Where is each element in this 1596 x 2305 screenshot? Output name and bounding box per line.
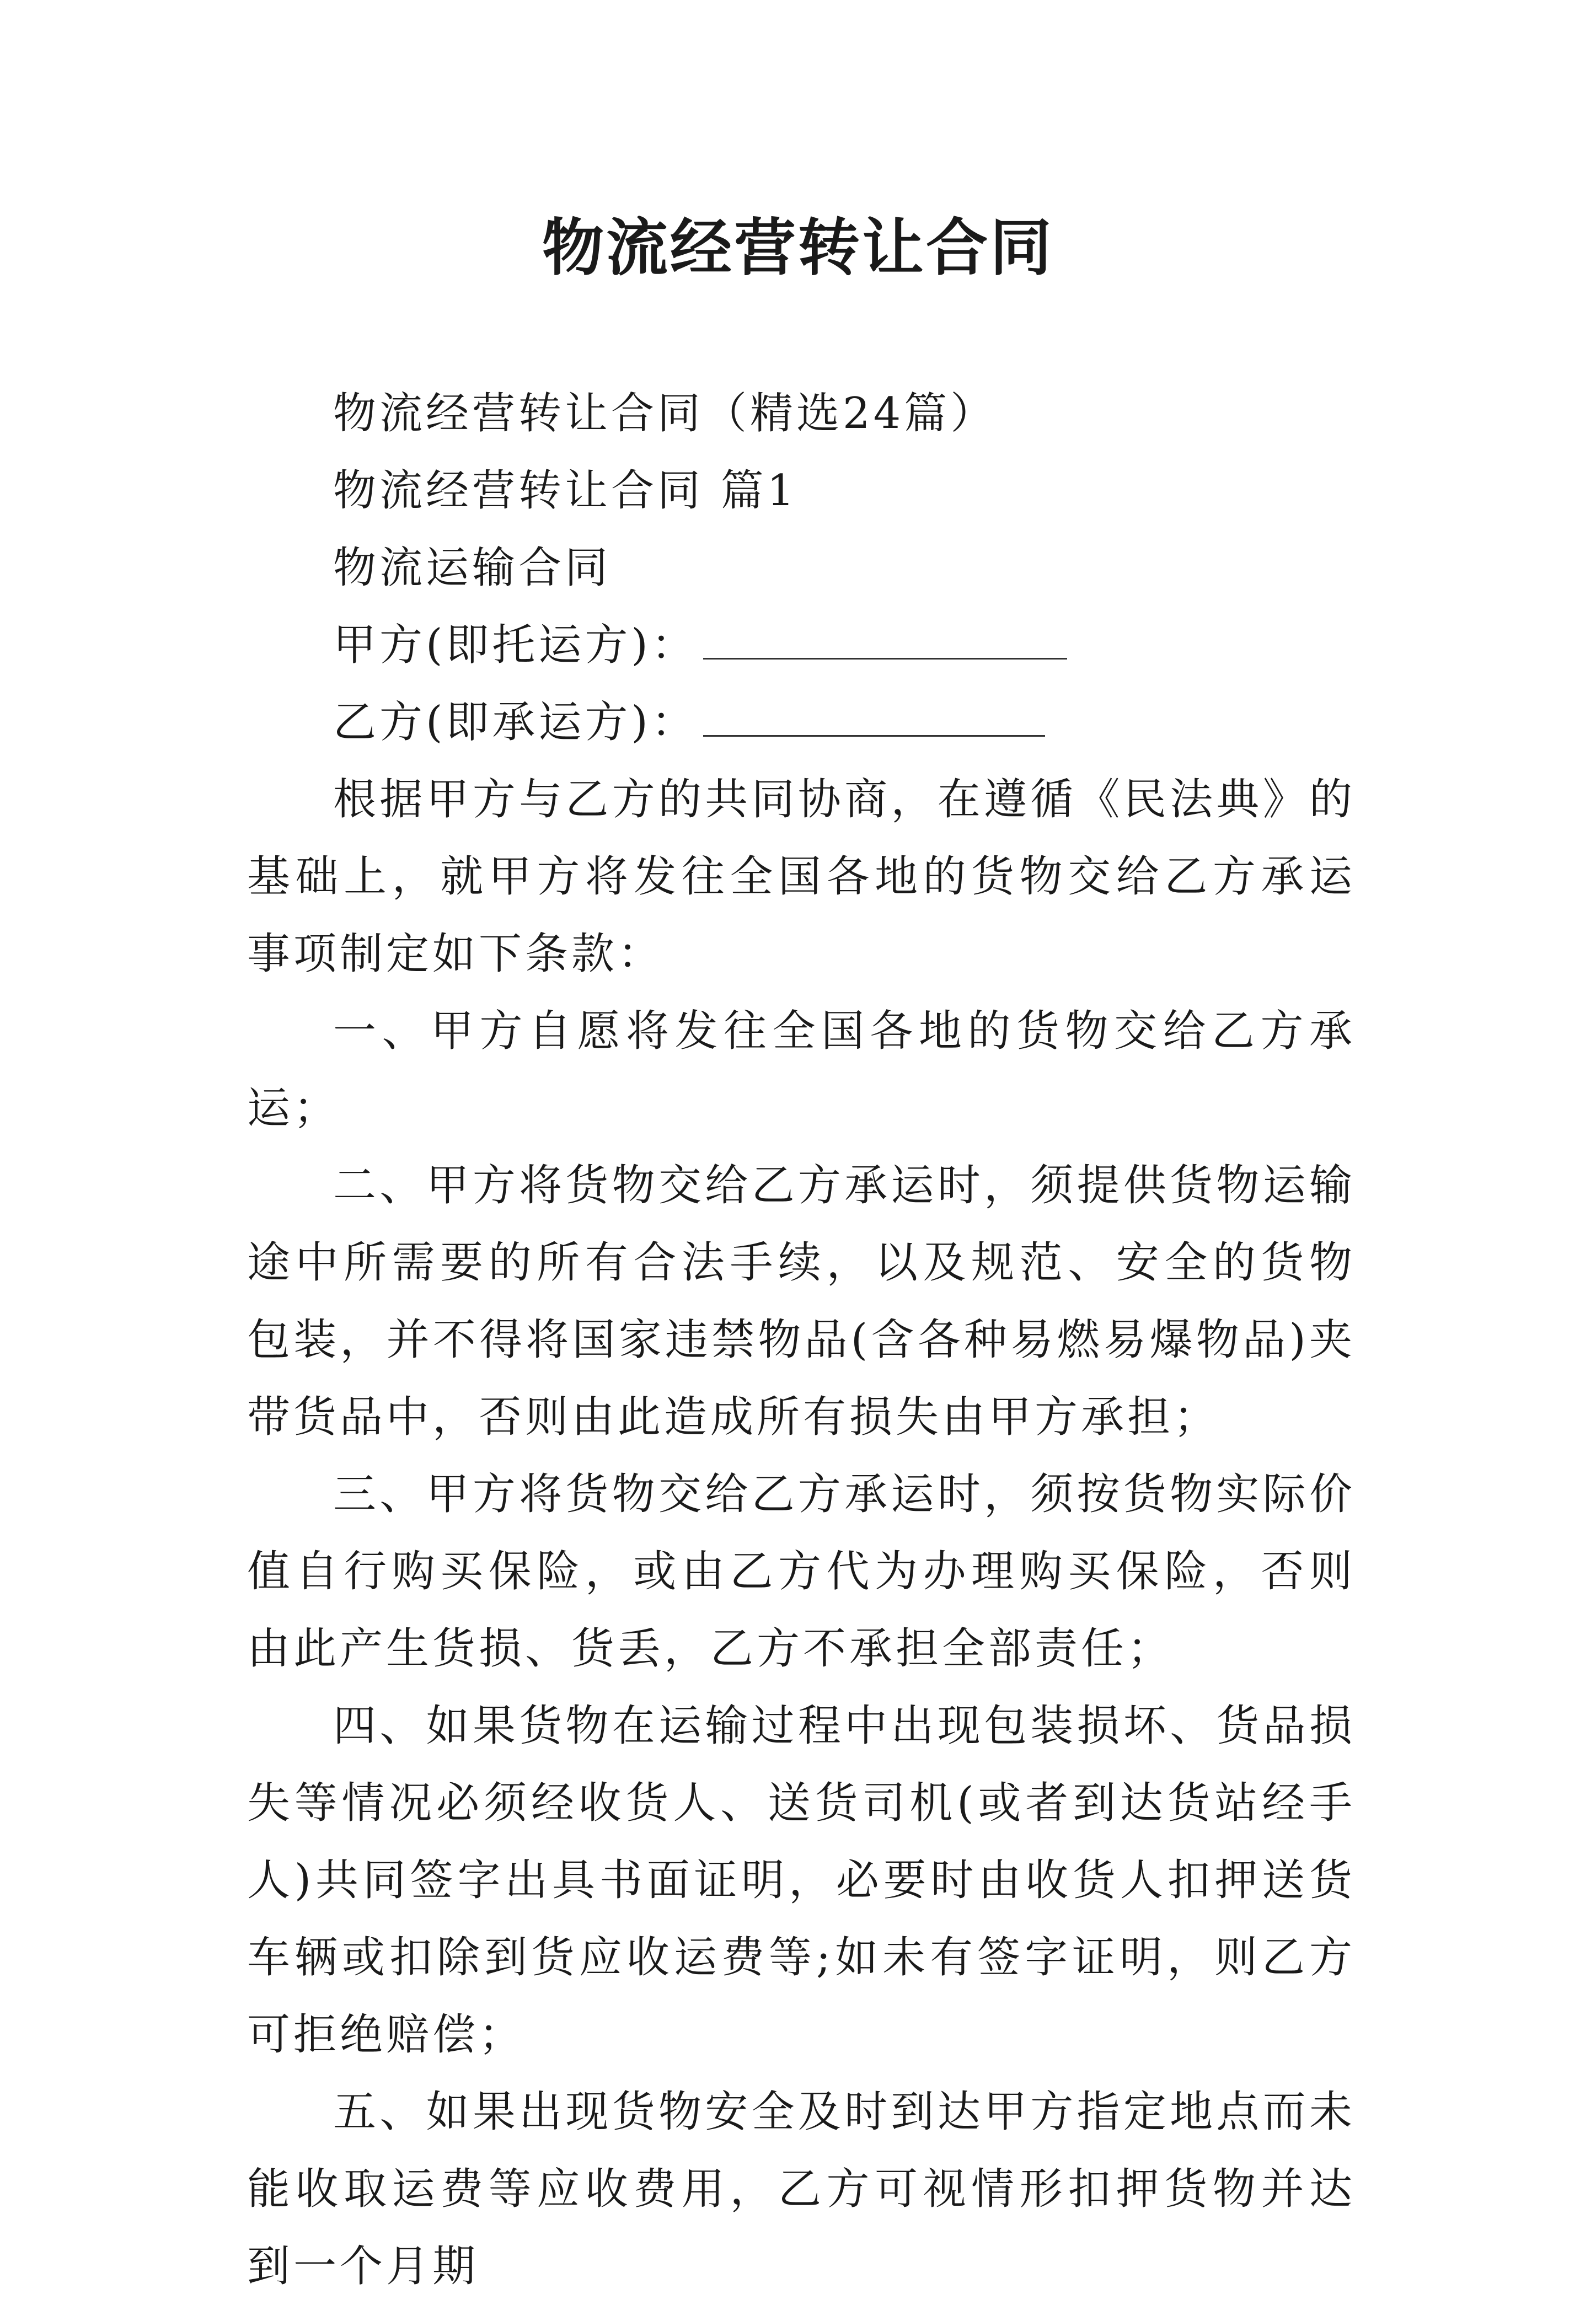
party-b-blank-field[interactable] [703,702,1045,737]
document-body [247,375,1356,2305]
clause-2-paragraph: 二、甲方将货物交给乙方承运时，须提供货物运输途中所需要的所有合法手续，以及规范、安全的货物包装，并不得将国家违禁物品(含各种易燃易爆物品)夹带货品中，否则由此造成所有损失由甲方承担； [247,1161,1356,1442]
party-b-line [247,684,1356,761]
document-title: 物流经营转让合同 [542,212,1054,284]
clause-1-paragraph: 一、甲方自愿将发往全国各地的货物交给乙方承运； [247,1006,1356,1133]
clause-5-paragraph: 五、如果出现货物安全及时到达甲方指定地点而未能收取运费等应收费用，乙方可视情形扣押货物并达到一个月期 [247,2087,1356,2291]
party-a-label: 甲方(即托运方)： [333,620,698,670]
contract-name: 物流运输合同 [333,543,612,593]
preamble-paragraph: 根据甲方与乙方的共同协商，在遵循《民法典》的基础上，就甲方将发往全国各地的货物交给乙方承运事项制定如下条款： [247,775,1356,979]
collection-title: 物流经营转让合同（精选24篇） [333,389,997,438]
party-b-label: 乙方(即承运方)： [333,698,698,747]
party-a-blank-field[interactable] [703,625,1067,660]
section-heading: 物流经营转让合同 篇1 [333,466,798,516]
clause-4-paragraph: 四、如果货物在运输过程中出现包装损坏、货品损失等情况必须经收货人、送货司机(或者到达货站经手人)共同签字出具书面证明，必要时由收货人扣押送货车辆或扣除到货应收运费等;如未有签字证明，则乙方可拒绝赔偿； [247,1701,1356,2060]
party-a-line [247,607,1356,684]
clause-3-paragraph: 三、甲方将货物交给乙方承运时，须按货物实际价值自行购买保险，或由乙方代为办理购买保险，否则由此产生货损、货丢，乙方不承担全部责任； [247,1470,1356,1674]
